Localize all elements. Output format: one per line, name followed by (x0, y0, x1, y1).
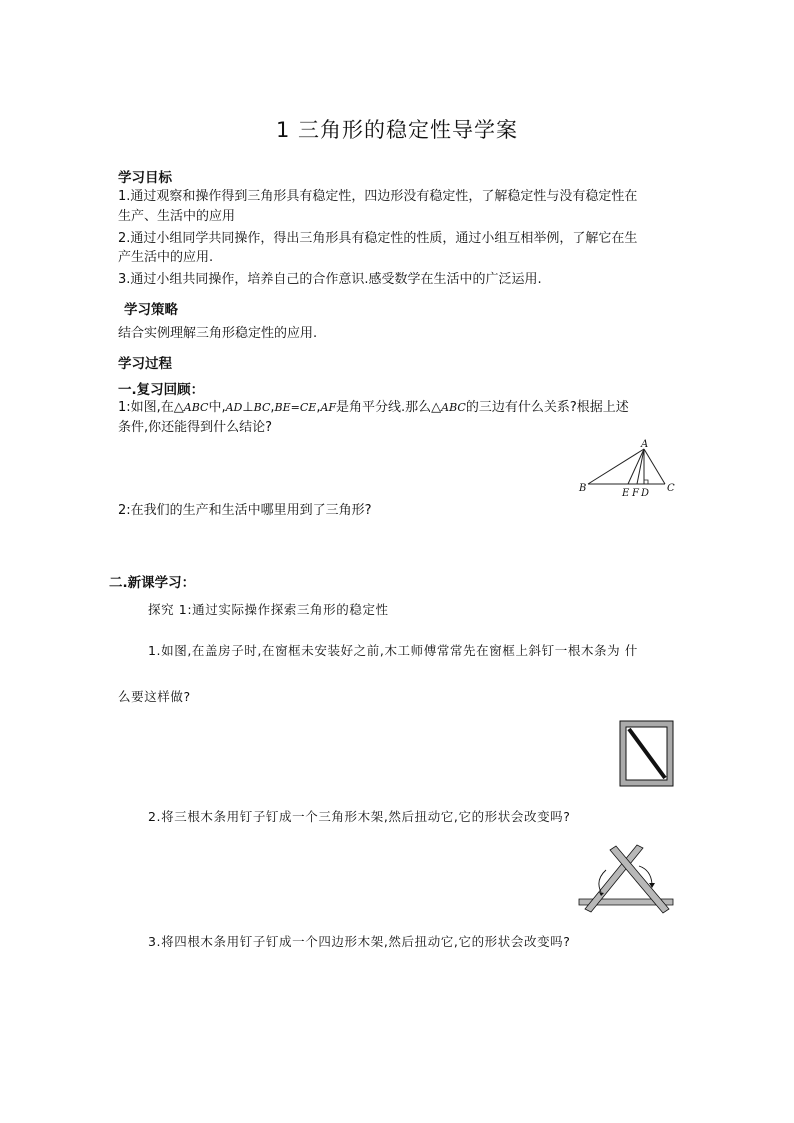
triangle-frame-figure (577, 840, 675, 916)
page-title: 1 三角形的稳定性导学案 (275, 118, 519, 142)
paragraph-1-line-2: 么要这样做? (118, 689, 191, 704)
label-d: D (641, 488, 650, 499)
label-c: C (667, 483, 675, 494)
window-frame-figure (619, 720, 675, 788)
triangle-figure (570, 436, 680, 500)
objective-line-5: 3.通过小组共同操作，培养自己的合作意识.感受数学在生活中的广泛运用. (118, 272, 542, 287)
label-f: F (632, 488, 639, 499)
explore-heading: 探究 1:通过实际操作探索三角形的稳定性 (148, 602, 389, 617)
paragraph-2: 2.将三根木条用钉子钉成一个三角形木架,然后扭动它,它的形状会改变吗? (148, 809, 571, 824)
objective-line-2: 生产、生活中的应用 (118, 209, 236, 224)
segment-af (637, 449, 644, 484)
label-e: E (622, 488, 630, 499)
paragraph-3: 3.将四根木条用钉子钉成一个四边形木架,然后扭动它,它的形状会改变吗? (148, 934, 571, 949)
new-lesson-heading: 二.新课学习： (109, 575, 196, 591)
paragraph-1-line-1: 1.如图,在盖房子时,在窗框未安装好之前,木工师傅常常先在窗框上斜钉一根木条为 什 (148, 643, 638, 658)
review-heading: 一.复习回顾： (118, 382, 205, 398)
process-heading: 学习过程 (118, 356, 172, 372)
right-angle-mark (644, 480, 648, 484)
objective-line-1: 1.通过观察和操作得到三角形具有稳定性，四边形没有稳定性，了解稳定性与没有稳定性在 (118, 189, 638, 204)
review-question-1-line-2: 条件,你还能得到什么结论? (118, 420, 273, 435)
objective-line-4: 产生活中的应用. (118, 250, 214, 265)
label-b: B (579, 483, 587, 494)
objectives-heading: 学习目标 (118, 170, 172, 186)
side-ac (644, 449, 665, 484)
strategy-text: 结合实例理解三角形稳定性的应用. (118, 326, 318, 341)
label-a: A (641, 439, 649, 450)
objective-line-3: 2.通过小组同学共同操作，得出三角形具有稳定性的性质，通过小组互相举例，了解它在生 (118, 231, 638, 246)
review-question-1: 1:如图,在△ABC中,AD⊥BC,BE=CE,AF是角平分线.那么△ABC的三边有什么关系?根据上述 (118, 400, 629, 415)
review-question-2: 2:在我们的生产和生活中哪里用到了三角形? (118, 503, 372, 518)
strategy-heading: 学习策略 (124, 302, 178, 318)
